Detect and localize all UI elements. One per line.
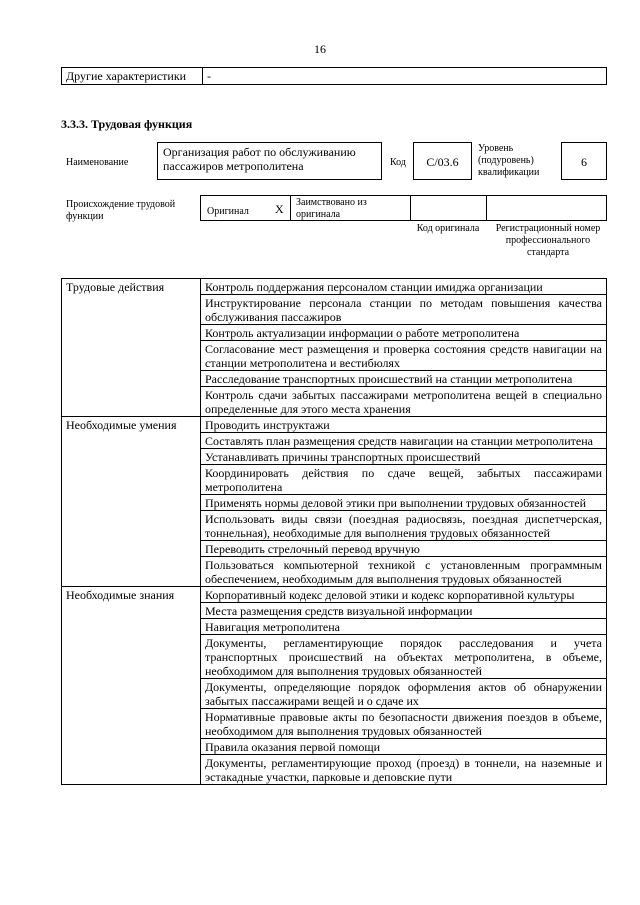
list-item: Навигация метрополитена (201, 619, 607, 635)
list-item: Места размещения средств визуальной информации (201, 603, 607, 619)
list-item: Пользоваться компьютерной техникой с установленным программным обеспечением, необходимым для выполнения трудовых обязанностей (201, 557, 607, 587)
list-item: Составлять план размещения средств навигации на станции метрополитена (201, 433, 607, 449)
list-item: Переводить стрелочный перевод вручную (201, 541, 607, 557)
section-title: 3.3.3. Трудовая функция (61, 117, 193, 131)
list-item: Документы, регламентирующие проход (проезд) в тоннели, на наземные и эстакадные участки, парковые и деповские пути (201, 755, 607, 785)
section-category: Необходимые умения (62, 417, 201, 587)
list-item: Правила оказания первой помощи (201, 739, 607, 755)
section-category: Необходимые знания (62, 587, 201, 785)
table-row (62, 587, 607, 603)
list-item: Документы, регламентирующие порядок расследования и учета транспортных происшествий на объектах метрополитена, в объеме, необходимом для выполнения трудовых обязанностей (201, 635, 607, 679)
name-value: Организация работ по обслуживанию пассажиров метрополитена (157, 142, 382, 180)
list-item: Координировать действия по сдаче вещей, забытых пассажирами метрополитена (201, 465, 607, 495)
borrowed-label: Заимствовано из оригинала (296, 197, 367, 220)
list-item: Согласование мест размещения и проверка состояния средств навигации на станции метрополитена и вестибюлях (201, 341, 607, 371)
name-label: Наименование (66, 157, 129, 168)
list-item: Контроль актуализации информации о работе метрополитена (201, 325, 607, 341)
list-item: Устанавливать причины транспортных происшествий (201, 449, 607, 465)
section-category: Трудовые действия (62, 279, 201, 417)
list-item: Расследование транспортных происшествий на станции метрополитена (201, 371, 607, 387)
other-characteristics-table (61, 67, 607, 85)
list-item: Проводить инструктажи (201, 417, 607, 433)
reg-number-caption: Регистрационный номер профессионального стандарта (495, 223, 601, 258)
code-value: C/03.6 (413, 142, 472, 180)
table-row (62, 417, 607, 433)
origin-label: Происхождение трудовой функции (66, 199, 176, 222)
code-label: Код (390, 157, 406, 168)
table-row (62, 279, 607, 295)
code-original-caption: Код оригинала (416, 223, 480, 234)
level-label: Уровень (подуровень) квалификации (478, 143, 540, 178)
list-item: Контроль поддержания персоналом станции имиджа организации (201, 279, 607, 295)
list-item: Использовать виды связи (поездная радиосвязь, поездная диспетчерская, тоннельная), необходимые для выполнения трудовых обязанностей (201, 511, 607, 541)
labor-function-table (61, 278, 607, 785)
list-item: Применять нормы деловой этики при выполнении трудовых обязанностей (201, 495, 607, 511)
list-item: Корпоративный кодекс деловой этики и кодекс корпоративной культуры (201, 587, 607, 603)
level-value: 6 (561, 142, 607, 180)
original-label: Оригинал (207, 206, 249, 217)
list-item: Документы, определяющие порядок оформления актов об обнаружении забытых пассажирами вещей и о сдаче их (201, 679, 607, 709)
page-number: 16 (314, 42, 326, 56)
other-characteristics-value: - (203, 68, 607, 85)
list-item: Контроль сдачи забытых пассажирами метрополитена вещей в специально определенные для этого места хранения (201, 387, 607, 417)
other-characteristics-label: Другие характеристики (62, 68, 203, 85)
original-mark: X (275, 202, 284, 216)
list-item: Нормативные правовые акты по безопасности движения поездов в объеме, необходимом для выполнения трудовых обязанностей (201, 709, 607, 739)
list-item: Инструктирование персонала станции по методам повышения качества обслуживания пассажиров (201, 295, 607, 325)
